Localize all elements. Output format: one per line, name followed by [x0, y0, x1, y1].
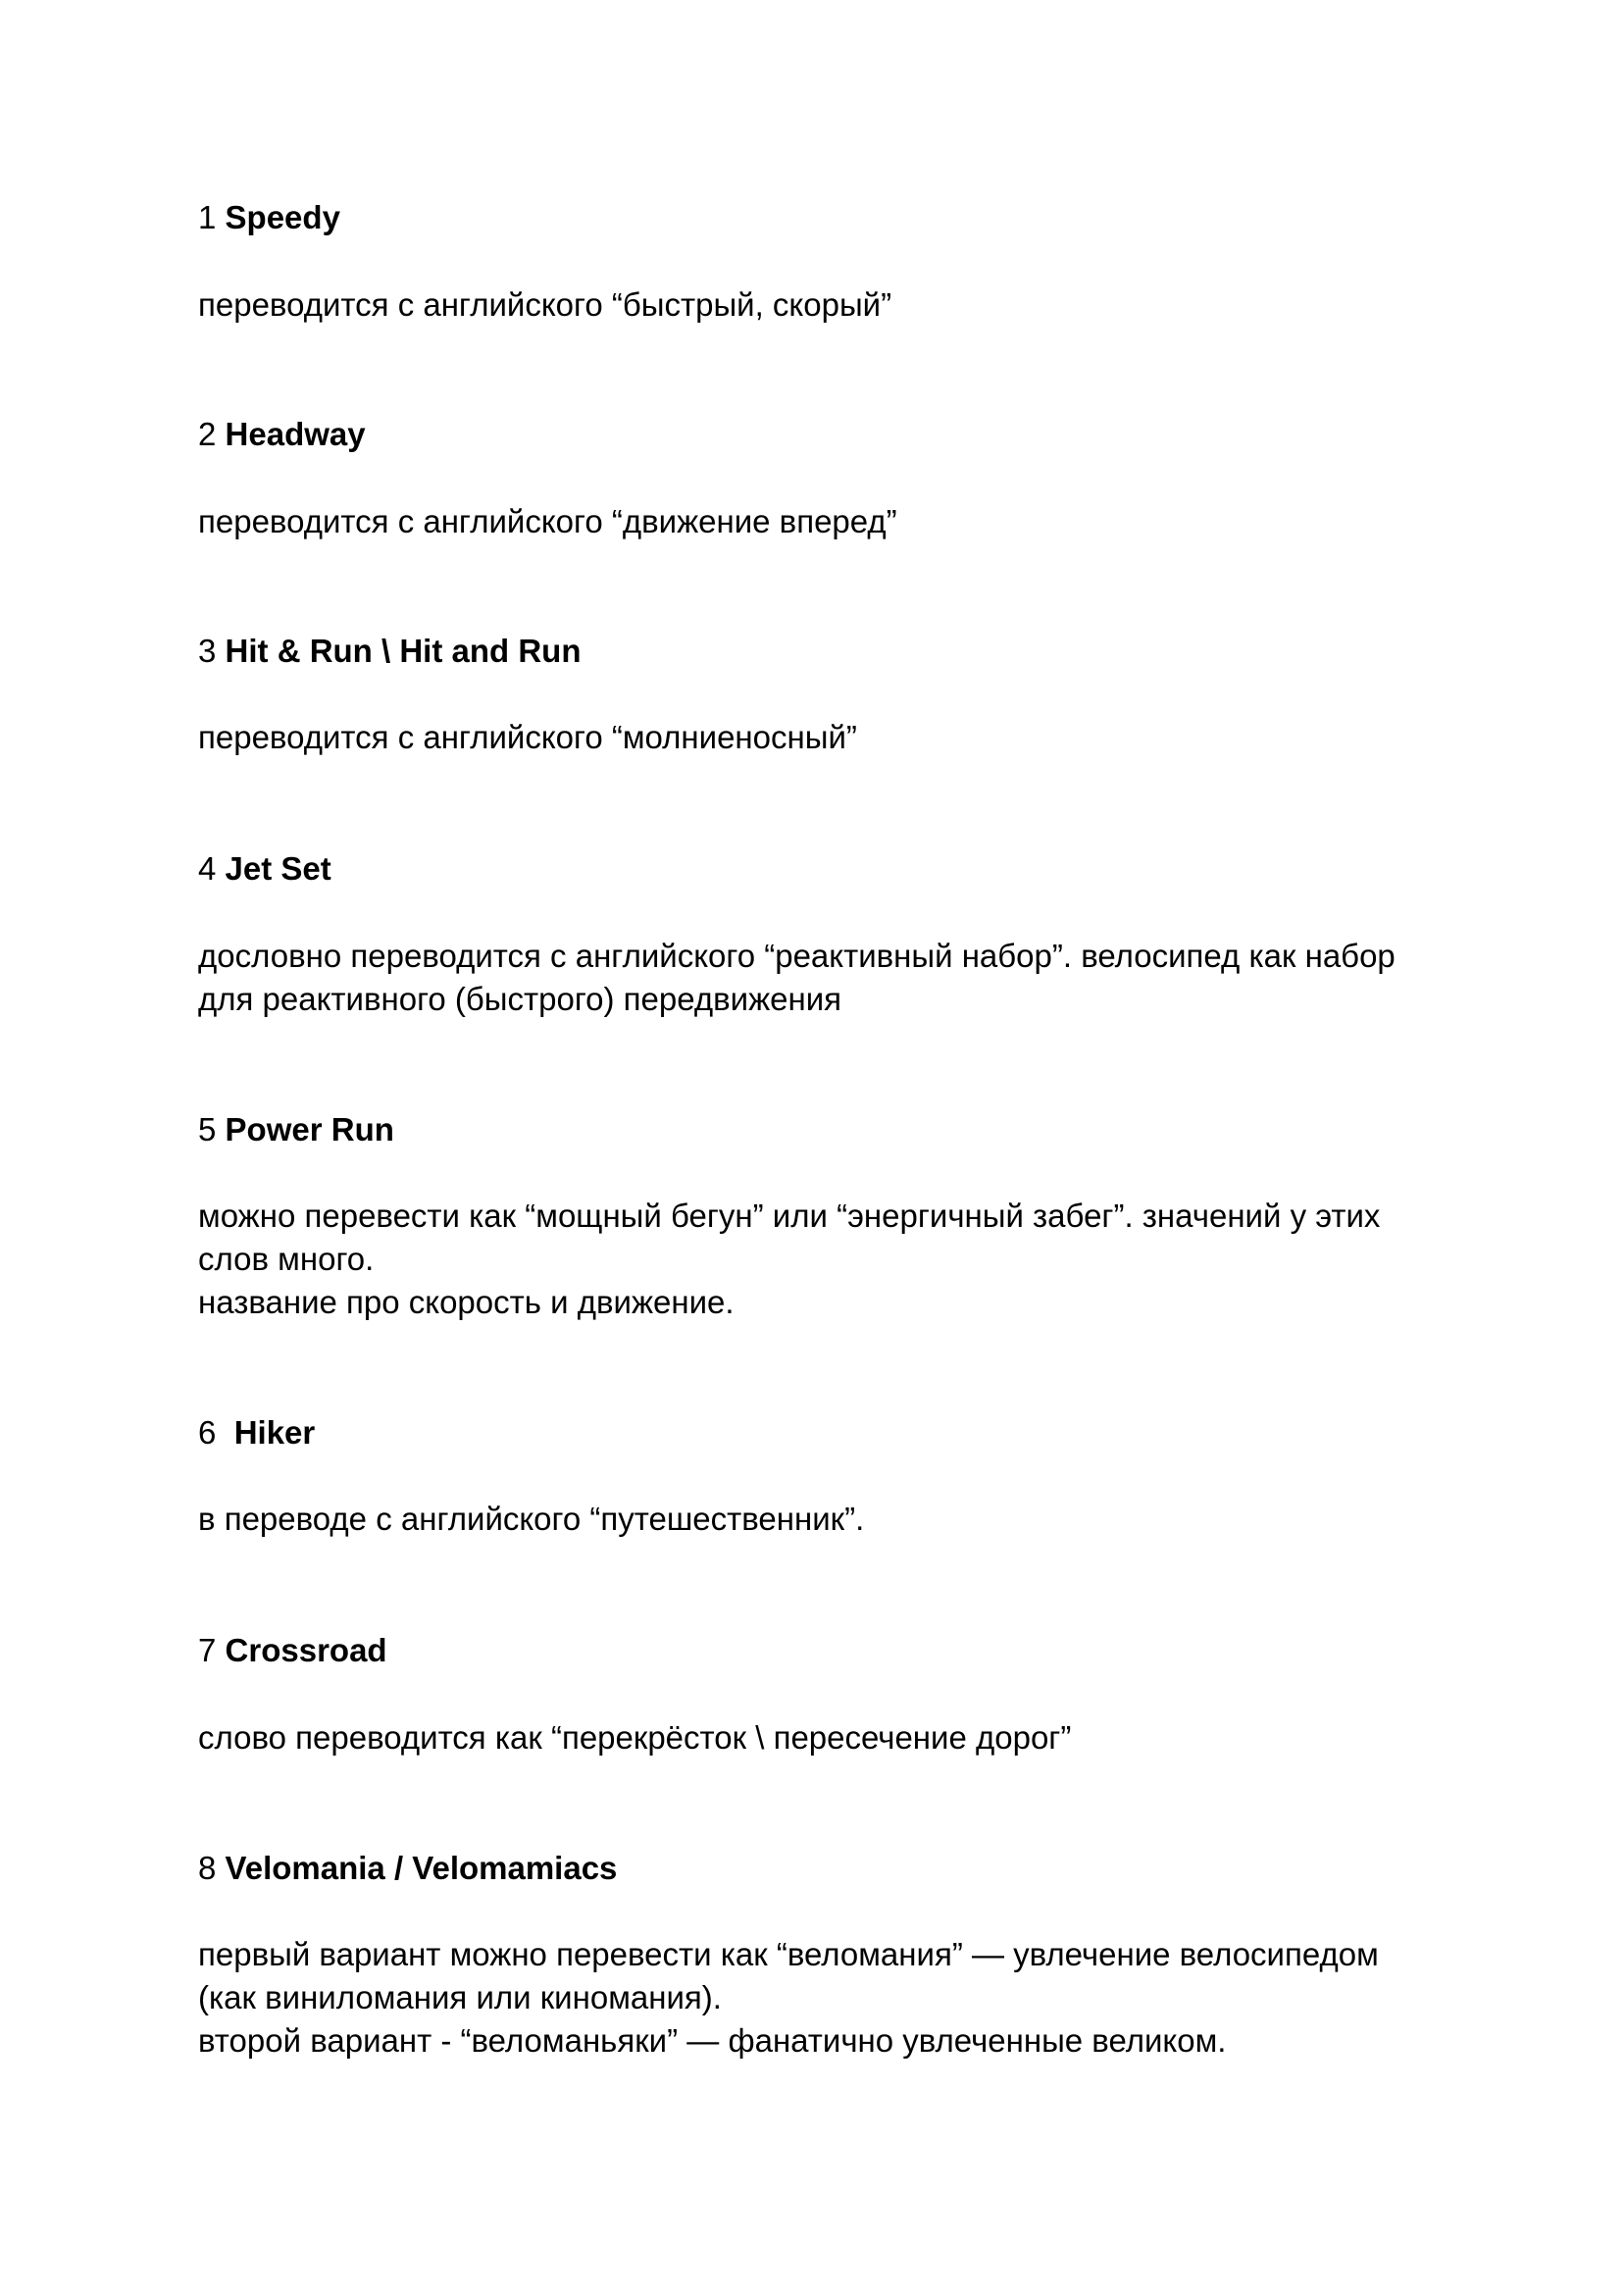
entry-name: Crossroad — [225, 1632, 387, 1668]
entry-name: Hit & Run \ Hit and Run — [225, 633, 582, 669]
entry-heading — [198, 413, 366, 456]
entry-heading — [198, 847, 331, 891]
entry-heading — [198, 196, 340, 239]
entry-heading — [198, 630, 581, 673]
description-line: переводится с английского “движение вперед” — [198, 503, 897, 539]
description-line: слово переводится как “перекрёсток \ пересечение дорог” — [198, 1719, 1072, 1756]
entry-number: 7 — [198, 1632, 217, 1668]
description-line: в переводе с английского “путешественник”. — [198, 1501, 865, 1537]
entry-description — [198, 500, 897, 543]
description-line: слов много. — [198, 1241, 375, 1277]
entry-name: Velomania / Velomamiacs — [225, 1850, 618, 1886]
entry-description — [198, 1716, 1071, 1759]
entry-heading — [198, 1847, 617, 1890]
description-line: (как виниломания или киномания). — [198, 1979, 722, 2015]
entry-number: 8 — [198, 1850, 217, 1886]
entry-description — [198, 1498, 864, 1541]
entry-description — [198, 1933, 1379, 2063]
entry-number: 6 — [198, 1414, 226, 1451]
entry-name: Hiker — [233, 1414, 316, 1451]
entry-heading — [198, 1108, 394, 1151]
description-line: первый вариант можно перевести как “веломания” — увлечение велосипедом — [198, 1936, 1379, 1972]
entry-number: 4 — [198, 850, 217, 887]
entry-heading — [198, 1411, 315, 1454]
entry-description — [198, 716, 857, 759]
entry-description — [198, 935, 1396, 1021]
entry-description — [198, 283, 891, 327]
entry-description — [198, 1195, 1380, 1324]
entry-name: Jet Set — [225, 850, 331, 887]
description-line: второй вариант - “веломаньяки” — фанатично увлеченные великом. — [198, 2022, 1227, 2059]
description-line: можно перевести как “мощный бегун” или “энергичный забег”. значений у этих — [198, 1198, 1381, 1234]
description-line: дословно переводится с английского “реактивный набор”. велосипед как набор — [198, 938, 1396, 974]
description-line: переводится с английского “молниеносный” — [198, 719, 857, 755]
entry-number: 3 — [198, 633, 217, 669]
entry-name: Speedy — [225, 199, 340, 235]
entry-heading — [198, 1629, 387, 1672]
entry-number: 1 — [198, 199, 217, 235]
entry-number: 2 — [198, 416, 217, 452]
entry-name: Headway — [225, 416, 366, 452]
description-line: переводится с английского “быстрый, скорый” — [198, 286, 892, 323]
description-line: для реактивного (быстрого) передвижения — [198, 981, 842, 1017]
description-line: название про скорость и движение. — [198, 1284, 735, 1320]
entry-name: Power Run — [225, 1111, 394, 1147]
entry-number: 5 — [198, 1111, 217, 1147]
